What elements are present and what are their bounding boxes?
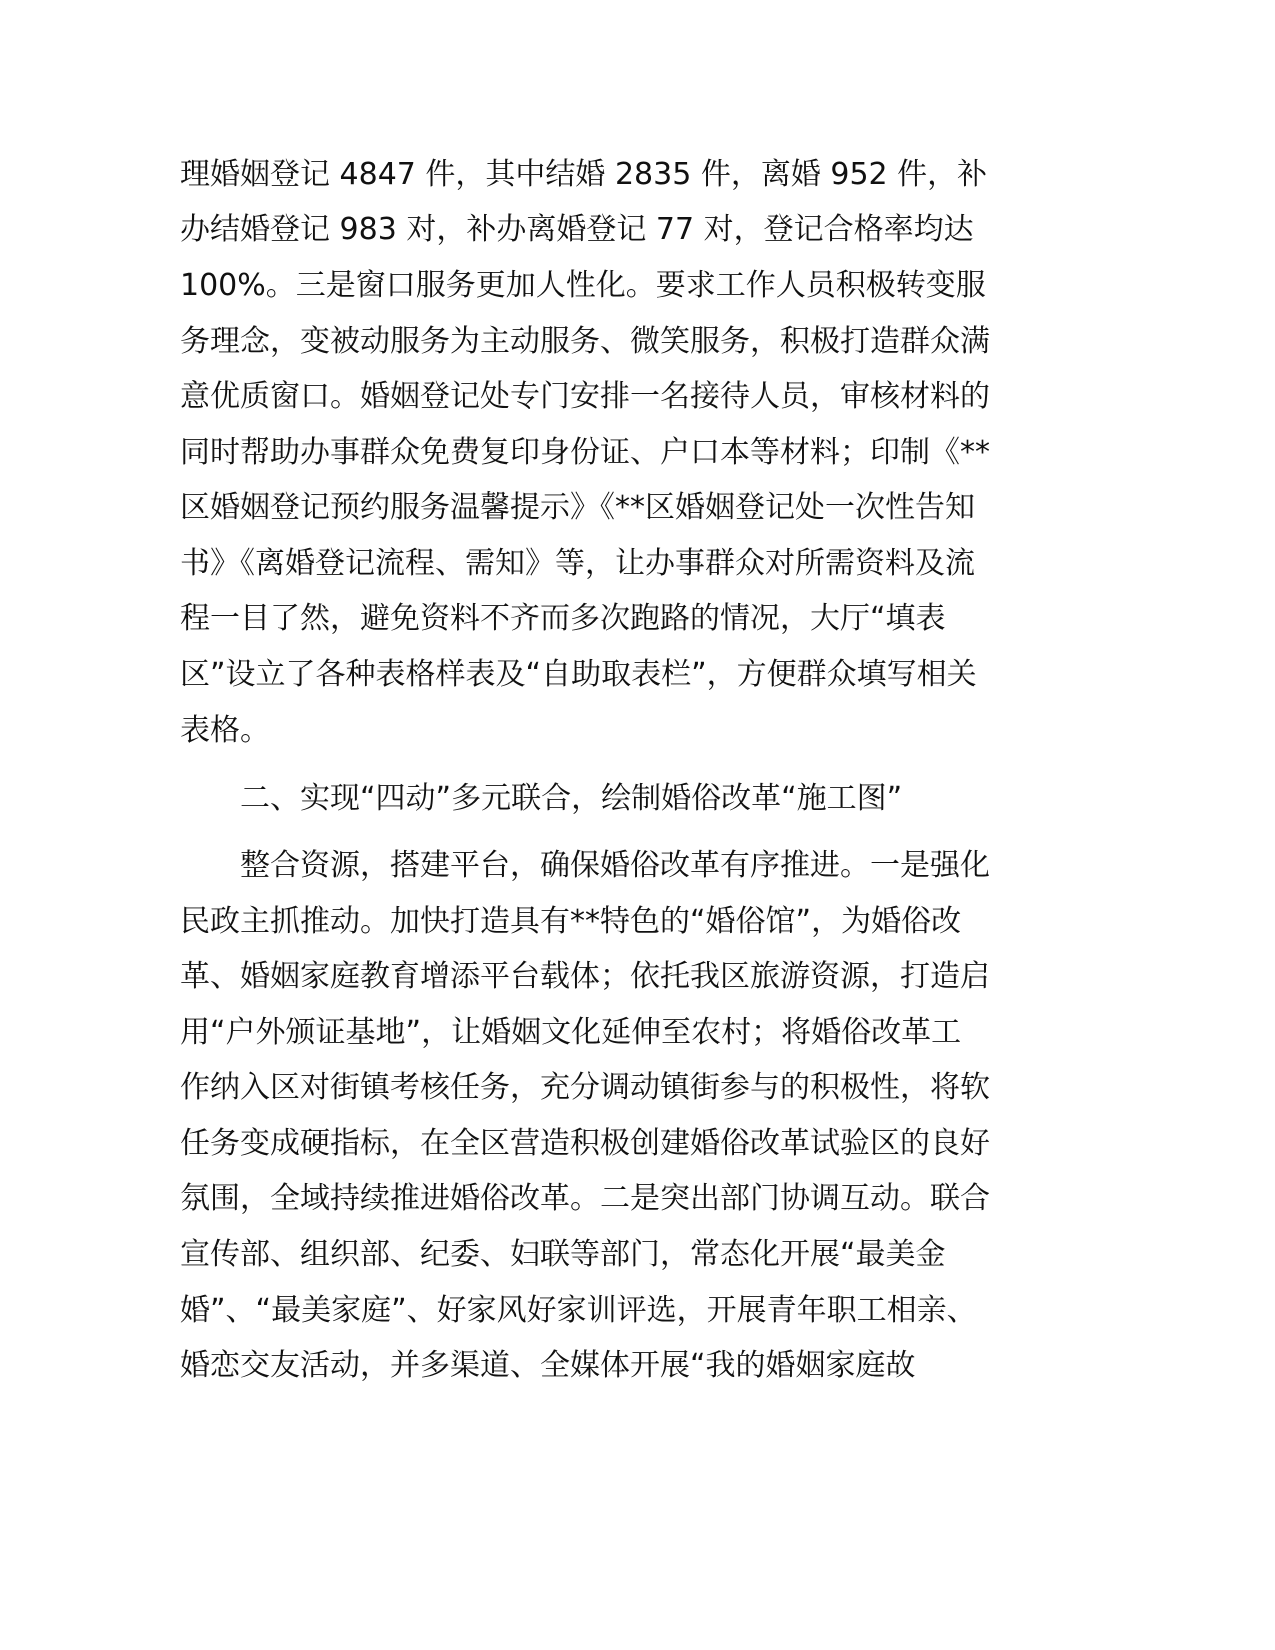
text-line: 区”设立了各种表格样表及“自助取表栏”，方便群众填写相关 bbox=[180, 657, 977, 692]
text-line: 用“户外颁证基地”，让婚姻文化延伸至农村；将婚俗改革工 bbox=[180, 1015, 962, 1050]
section-heading: 二、实现“四动”多元联合，绘制婚俗改革“施工图” bbox=[180, 781, 903, 816]
text-line: 婚”、“最美家庭”、好家风好家训评选，开展青年职工相亲、 bbox=[180, 1293, 977, 1328]
text-line: 同时帮助办事群众免费复印身份证、户口本等材料；印制《** bbox=[180, 435, 990, 470]
text-line: 意优质窗口。婚姻登记处专门安排一名接待人员，审核材料的 bbox=[180, 379, 990, 414]
text-line: 任务变成硬指标，在全区营造积极创建婚俗改革试验区的良好 bbox=[180, 1126, 990, 1161]
text-line: 民政主抓推动。加快打造具有**特色的“婚俗馆”，为婚俗改 bbox=[180, 904, 962, 939]
text-line: 100%。三是窗口服务更加人性化。要求工作人员积极转变服 bbox=[180, 268, 986, 303]
text-line: 整合资源，搭建平台，确保婚俗改革有序推进。一是强化 bbox=[180, 848, 990, 883]
text-line: 表格。 bbox=[180, 713, 270, 748]
text-line: 婚恋交友活动，并多渠道、全媒体开展“我的婚姻家庭故 bbox=[180, 1348, 916, 1383]
text-line: 办结婚登记 983 对，补办离婚登记 77 对，登记合格率均达 bbox=[180, 212, 974, 247]
text-line: 程一目了然，避免资料不齐而多次跑路的情况，大厅“填表 bbox=[180, 601, 946, 636]
text-line: 书》《离婚登记流程、需知》等，让办事群众对所需资料及流 bbox=[180, 546, 975, 581]
text-line: 革、婚姻家庭教育增添平台载体；依托我区旅游资源，打造启 bbox=[180, 959, 990, 994]
text-line: 理婚姻登记 4847 件，其中结婚 2835 件，离婚 952 件，补 bbox=[180, 157, 988, 192]
text-line: 区婚姻登记预约服务温馨提示》《**区婚姻登记处一次性告知 bbox=[180, 490, 975, 525]
text-line: 务理念，变被动服务为主动服务、微笑服务，积极打造群众满 bbox=[180, 324, 990, 359]
text-line: 宣传部、组织部、纪委、妇联等部门，常态化开展“最美金 bbox=[180, 1237, 946, 1272]
text-line: 作纳入区对街镇考核任务，充分调动镇街参与的积极性，将软 bbox=[180, 1070, 990, 1105]
text-line: 氛围，全域持续推进婚俗改革。二是突出部门协调互动。联合 bbox=[180, 1181, 990, 1216]
